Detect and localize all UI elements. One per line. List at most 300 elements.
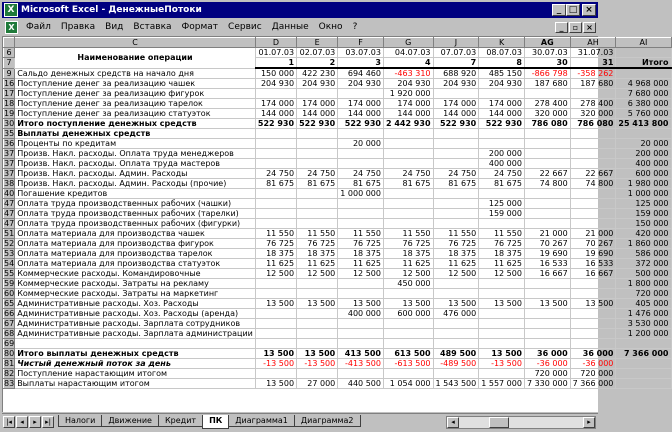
value-cell[interactable] xyxy=(524,329,570,339)
row-header[interactable]: 51 xyxy=(4,229,15,238)
value-cell[interactable]: 24 750 xyxy=(383,169,433,179)
date-header-cell[interactable]: 04.07.03 xyxy=(383,48,433,58)
value-cell[interactable]: 16 533 xyxy=(524,259,570,269)
value-cell[interactable] xyxy=(570,329,616,339)
value-cell[interactable] xyxy=(255,159,296,169)
value-cell[interactable] xyxy=(255,209,296,219)
menu-data[interactable]: Данные xyxy=(271,22,309,32)
value-cell[interactable] xyxy=(433,159,479,169)
value-cell[interactable] xyxy=(524,199,570,209)
sheet-tab[interactable]: Движение xyxy=(101,415,159,427)
value-cell[interactable]: 159 000 xyxy=(616,209,671,219)
value-cell[interactable]: 2 442 930 xyxy=(383,119,433,129)
value-cell[interactable] xyxy=(433,369,479,379)
value-cell[interactable] xyxy=(433,319,479,329)
row-header[interactable]: 47 xyxy=(4,209,15,218)
value-cell[interactable]: 200 000 xyxy=(479,149,525,159)
value-cell[interactable] xyxy=(616,359,671,369)
value-cell[interactable]: 81 675 xyxy=(383,179,433,189)
operation-label-cell[interactable]: Административные расходы. Хоз. Расходы xyxy=(15,299,256,309)
value-cell[interactable] xyxy=(297,89,338,99)
operation-label-cell[interactable]: Поступление нарастающим итогом xyxy=(15,369,256,379)
value-cell[interactable]: 18 375 xyxy=(433,249,479,259)
value-cell[interactable]: -866 798 xyxy=(524,68,570,79)
value-cell[interactable] xyxy=(338,159,384,169)
value-cell[interactable]: 720 000 xyxy=(524,369,570,379)
value-cell[interactable] xyxy=(524,159,570,169)
value-cell[interactable]: 81 675 xyxy=(297,179,338,189)
value-cell[interactable]: 12 500 xyxy=(383,269,433,279)
value-cell[interactable] xyxy=(338,209,384,219)
row-header[interactable]: 35 xyxy=(4,129,15,138)
value-cell[interactable]: 11 550 xyxy=(338,229,384,239)
value-cell[interactable] xyxy=(433,329,479,339)
value-cell[interactable] xyxy=(616,129,671,139)
row-header[interactable]: 47 xyxy=(4,219,15,228)
date-header-cell[interactable]: 08.07.03 xyxy=(479,48,525,58)
value-cell[interactable]: -463 310 xyxy=(383,68,433,79)
row-header[interactable]: 65 xyxy=(4,299,15,308)
menu-view[interactable]: Вид xyxy=(105,22,124,32)
value-cell[interactable] xyxy=(433,199,479,209)
value-cell[interactable] xyxy=(570,129,616,139)
value-cell[interactable] xyxy=(255,219,296,229)
excel-icon[interactable]: X xyxy=(4,3,18,17)
value-cell[interactable]: -13 500 xyxy=(479,359,525,369)
value-cell[interactable] xyxy=(383,199,433,209)
value-cell[interactable] xyxy=(524,189,570,199)
row-header[interactable]: 59 xyxy=(4,279,15,288)
value-cell[interactable]: 11 625 xyxy=(297,259,338,269)
value-cell[interactable]: 144 000 xyxy=(383,109,433,119)
value-cell[interactable] xyxy=(383,149,433,159)
value-cell[interactable]: 21 000 xyxy=(524,229,570,239)
row-header[interactable]: 18 xyxy=(4,99,15,108)
value-cell[interactable]: -413 500 xyxy=(338,359,384,369)
value-cell[interactable] xyxy=(479,89,525,99)
operation-label-cell[interactable]: Оплата материала для производства тарелок xyxy=(15,249,256,259)
column-header-ag[interactable]: AG xyxy=(524,38,570,48)
sheet-tab[interactable]: ПК xyxy=(202,415,229,429)
value-cell[interactable] xyxy=(524,149,570,159)
value-cell[interactable] xyxy=(433,139,479,149)
value-cell[interactable]: 16 533 xyxy=(570,259,616,269)
value-cell[interactable]: 125 000 xyxy=(479,199,525,209)
value-cell[interactable] xyxy=(297,279,338,289)
operation-label-cell[interactable]: Коммерческие расходы. Командировочные xyxy=(15,269,256,279)
value-cell[interactable] xyxy=(433,149,479,159)
value-cell[interactable] xyxy=(616,369,671,379)
date-header-cell[interactable]: 03.07.03 xyxy=(338,48,384,58)
value-cell[interactable]: 174 000 xyxy=(433,99,479,109)
value-cell[interactable]: 1 557 000 xyxy=(479,379,525,389)
row-header[interactable]: 53 xyxy=(4,249,15,258)
column-header-j[interactable]: J xyxy=(433,38,479,48)
value-cell[interactable] xyxy=(570,89,616,99)
value-cell[interactable]: 485 150 xyxy=(479,68,525,79)
day-number-cell[interactable]: 2 xyxy=(297,58,338,69)
value-cell[interactable] xyxy=(383,129,433,139)
value-cell[interactable] xyxy=(297,139,338,149)
value-cell[interactable] xyxy=(338,89,384,99)
value-cell[interactable] xyxy=(479,319,525,329)
value-cell[interactable] xyxy=(524,309,570,319)
operation-label-cell[interactable]: Административные расходы. Зарплата администрации xyxy=(15,329,256,339)
value-cell[interactable]: 36 000 xyxy=(524,349,570,359)
operation-label-cell[interactable]: Административные расходы. Хоз. Расходы (аренда) xyxy=(15,309,256,319)
operation-label-cell[interactable]: Произв. Накл. расходы. Админ. Расходы (прочие) xyxy=(15,179,256,189)
value-cell[interactable]: 400 000 xyxy=(338,309,384,319)
value-cell[interactable]: -613 500 xyxy=(383,359,433,369)
value-cell[interactable]: 422 230 xyxy=(297,68,338,79)
value-cell[interactable]: 70 267 xyxy=(524,239,570,249)
value-cell[interactable]: 70 267 xyxy=(570,239,616,249)
value-cell[interactable] xyxy=(338,289,384,299)
operation-label-cell[interactable]: Поступление денег за реализацию тарелок xyxy=(15,99,256,109)
value-cell[interactable]: 600 000 xyxy=(383,309,433,319)
value-cell[interactable] xyxy=(338,279,384,289)
row-header[interactable]: 30 xyxy=(4,119,15,128)
value-cell[interactable] xyxy=(616,68,671,79)
value-cell[interactable]: 13 500 xyxy=(255,349,296,359)
value-cell[interactable]: 5 760 000 xyxy=(616,109,671,119)
value-cell[interactable]: 1 543 500 xyxy=(433,379,479,389)
value-cell[interactable]: 613 500 xyxy=(383,349,433,359)
value-cell[interactable]: 81 675 xyxy=(338,179,384,189)
value-cell[interactable]: 440 500 xyxy=(338,379,384,389)
doc-close-button[interactable]: × xyxy=(583,22,596,33)
row-header[interactable]: 54 xyxy=(4,259,15,268)
value-cell[interactable]: 694 460 xyxy=(338,68,384,79)
operation-label-cell[interactable]: Оплата материала для производства чашек xyxy=(15,229,256,239)
empty-cell[interactable] xyxy=(616,48,671,58)
scroll-left-icon[interactable]: ◂ xyxy=(447,417,459,428)
date-header-cell[interactable]: 31.07.03 xyxy=(570,48,616,58)
menu-edit[interactable]: Правка xyxy=(60,22,96,32)
value-cell[interactable] xyxy=(433,209,479,219)
value-cell[interactable] xyxy=(255,369,296,379)
value-cell[interactable] xyxy=(479,329,525,339)
value-cell[interactable] xyxy=(433,219,479,229)
operation-label-cell[interactable]: Поступление денег за реализацию статуэток xyxy=(15,109,256,119)
value-cell[interactable] xyxy=(383,139,433,149)
column-header-d[interactable]: D xyxy=(255,38,296,48)
value-cell[interactable]: 1 860 000 xyxy=(616,239,671,249)
row-header[interactable]: 60 xyxy=(4,289,15,298)
value-cell[interactable]: 11 625 xyxy=(338,259,384,269)
value-cell[interactable]: 18 375 xyxy=(338,249,384,259)
value-cell[interactable]: 74 800 xyxy=(570,179,616,189)
value-cell[interactable]: 7 366 000 xyxy=(570,379,616,389)
sheet-tab[interactable]: Кредит xyxy=(158,415,203,427)
next-sheet-icon[interactable]: ▸ xyxy=(29,416,41,428)
value-cell[interactable]: 76 725 xyxy=(255,239,296,249)
value-cell[interactable]: 24 750 xyxy=(433,169,479,179)
value-cell[interactable] xyxy=(570,209,616,219)
operation-label-cell[interactable]: Погашение кредитов xyxy=(15,189,256,199)
value-cell[interactable]: 12 500 xyxy=(297,269,338,279)
value-cell[interactable] xyxy=(570,279,616,289)
value-cell[interactable]: 600 000 xyxy=(616,169,671,179)
row-header[interactable]: 47 xyxy=(4,199,15,208)
operation-label-cell[interactable]: Административные расходы. Зарплата сотрудников xyxy=(15,319,256,329)
value-cell[interactable]: 278 400 xyxy=(570,99,616,109)
first-sheet-icon[interactable]: |◂ xyxy=(3,416,15,428)
menu-help[interactable]: ? xyxy=(352,22,358,32)
value-cell[interactable]: 76 725 xyxy=(383,239,433,249)
value-cell[interactable] xyxy=(255,309,296,319)
column-header-k[interactable]: K xyxy=(479,38,525,48)
day-number-cell[interactable]: 1 xyxy=(255,58,296,69)
day-number-cell[interactable]: 4 xyxy=(383,58,433,69)
menu-file[interactable]: Файл xyxy=(26,22,51,32)
value-cell[interactable]: 7 330 000 xyxy=(524,379,570,389)
value-cell[interactable] xyxy=(479,129,525,139)
column-header-ah[interactable]: AH xyxy=(570,38,616,48)
value-cell[interactable]: -36 000 xyxy=(570,359,616,369)
prev-sheet-icon[interactable]: ◂ xyxy=(16,416,28,428)
value-cell[interactable]: 21 000 xyxy=(570,229,616,239)
menu-insert[interactable]: Вставка xyxy=(133,22,172,32)
operation-label-cell[interactable]: Произв. Накл. расходы. Оплата труда менеджеров xyxy=(15,149,256,159)
value-cell[interactable] xyxy=(297,209,338,219)
value-cell[interactable]: 22 667 xyxy=(524,169,570,179)
value-cell[interactable] xyxy=(297,149,338,159)
value-cell[interactable] xyxy=(297,199,338,209)
operation-label-cell[interactable]: Сальдо денежных средств на начало дня xyxy=(15,68,256,79)
value-cell[interactable] xyxy=(524,219,570,229)
value-cell[interactable]: 174 000 xyxy=(383,99,433,109)
operation-label-cell[interactable]: Оплата материала для производства статуэток xyxy=(15,259,256,269)
value-cell[interactable]: 13 500 xyxy=(297,299,338,309)
value-cell[interactable]: 1 476 000 xyxy=(616,309,671,319)
value-cell[interactable]: 187 680 xyxy=(524,79,570,89)
value-cell[interactable] xyxy=(383,159,433,169)
value-cell[interactable] xyxy=(255,189,296,199)
value-cell[interactable] xyxy=(338,149,384,159)
value-cell[interactable]: 1 200 000 xyxy=(616,329,671,339)
value-cell[interactable]: 786 080 xyxy=(570,119,616,129)
row-header[interactable]: 37 xyxy=(4,159,15,168)
value-cell[interactable]: 16 667 xyxy=(524,269,570,279)
date-header-cell[interactable]: 30.07.03 xyxy=(524,48,570,58)
value-cell[interactable]: 13 500 xyxy=(383,299,433,309)
operation-label-cell[interactable] xyxy=(15,339,256,349)
value-cell[interactable]: 144 000 xyxy=(297,109,338,119)
row-header[interactable]: 37 xyxy=(4,169,15,178)
value-cell[interactable]: 204 930 xyxy=(383,79,433,89)
value-cell[interactable] xyxy=(297,369,338,379)
value-cell[interactable]: 204 930 xyxy=(338,79,384,89)
value-cell[interactable]: 81 675 xyxy=(433,179,479,189)
operation-label-cell[interactable]: Коммерческие расходы. Затраты на маркетинг xyxy=(15,289,256,299)
value-cell[interactable]: 586 000 xyxy=(616,249,671,259)
value-cell[interactable]: 81 675 xyxy=(479,179,525,189)
value-cell[interactable] xyxy=(338,329,384,339)
value-cell[interactable]: 204 930 xyxy=(433,79,479,89)
value-cell[interactable]: -13 500 xyxy=(255,359,296,369)
value-cell[interactable]: 13 500 xyxy=(570,299,616,309)
value-cell[interactable]: 420 000 xyxy=(616,229,671,239)
row-header[interactable]: 83 xyxy=(4,379,15,388)
scroll-right-icon[interactable]: ▸ xyxy=(583,417,595,428)
doc-restore-button[interactable]: ▫ xyxy=(569,22,582,33)
value-cell[interactable] xyxy=(255,89,296,99)
value-cell[interactable]: 489 500 xyxy=(433,349,479,359)
value-cell[interactable]: 144 000 xyxy=(255,109,296,119)
value-cell[interactable] xyxy=(338,199,384,209)
value-cell[interactable]: 20 000 xyxy=(616,139,671,149)
value-cell[interactable]: 7 366 000 xyxy=(616,349,671,359)
operation-label-cell[interactable]: Коммерческие расходы. Затраты на рекламу xyxy=(15,279,256,289)
value-cell[interactable] xyxy=(616,339,671,349)
sheet-tab[interactable]: Диаграмма2 xyxy=(294,415,361,427)
value-cell[interactable] xyxy=(524,139,570,149)
value-cell[interactable]: 450 000 xyxy=(383,279,433,289)
value-cell[interactable]: 11 625 xyxy=(433,259,479,269)
value-cell[interactable] xyxy=(297,289,338,299)
value-cell[interactable] xyxy=(570,159,616,169)
value-cell[interactable]: 144 000 xyxy=(338,109,384,119)
value-cell[interactable]: 11 550 xyxy=(479,229,525,239)
value-cell[interactable]: 24 750 xyxy=(479,169,525,179)
value-cell[interactable] xyxy=(479,219,525,229)
last-sheet-icon[interactable]: ▸| xyxy=(42,416,54,428)
value-cell[interactable] xyxy=(383,319,433,329)
value-cell[interactable]: 720 000 xyxy=(616,289,671,299)
value-cell[interactable]: 13 500 xyxy=(433,299,479,309)
value-cell[interactable] xyxy=(524,319,570,329)
row-header[interactable]: 66 xyxy=(4,309,15,318)
value-cell[interactable]: 13 500 xyxy=(524,299,570,309)
value-cell[interactable] xyxy=(524,289,570,299)
select-all-corner[interactable] xyxy=(4,38,15,48)
value-cell[interactable]: 278 400 xyxy=(524,99,570,109)
row-header[interactable]: 37 xyxy=(4,149,15,158)
value-cell[interactable]: 204 930 xyxy=(297,79,338,89)
value-cell[interactable] xyxy=(570,199,616,209)
value-cell[interactable] xyxy=(338,129,384,139)
value-cell[interactable] xyxy=(297,339,338,349)
value-cell[interactable] xyxy=(479,289,525,299)
value-cell[interactable]: 144 000 xyxy=(479,109,525,119)
value-cell[interactable]: 174 000 xyxy=(297,99,338,109)
value-cell[interactable] xyxy=(255,329,296,339)
value-cell[interactable]: 76 725 xyxy=(338,239,384,249)
column-header-c[interactable]: C xyxy=(15,38,256,48)
value-cell[interactable]: 522 930 xyxy=(433,119,479,129)
operation-label-cell[interactable]: Проценты по кредитам xyxy=(15,139,256,149)
value-cell[interactable] xyxy=(479,139,525,149)
row-header[interactable]: 80 xyxy=(4,349,15,358)
value-cell[interactable] xyxy=(570,149,616,159)
value-cell[interactable]: 476 000 xyxy=(433,309,479,319)
sheet-tab[interactable]: Налоги xyxy=(58,415,102,427)
value-cell[interactable]: 522 930 xyxy=(338,119,384,129)
value-cell[interactable]: 150 000 xyxy=(255,68,296,79)
value-cell[interactable]: 204 930 xyxy=(255,79,296,89)
value-cell[interactable] xyxy=(433,89,479,99)
value-cell[interactable] xyxy=(383,189,433,199)
row-header[interactable]: 7 xyxy=(4,58,15,69)
operation-label-cell[interactable]: Выплаты нарастающим итогом xyxy=(15,379,256,389)
value-cell[interactable] xyxy=(433,339,479,349)
value-cell[interactable] xyxy=(297,219,338,229)
value-cell[interactable]: 25 413 800 xyxy=(616,119,671,129)
row-header[interactable]: 40 xyxy=(4,189,15,198)
value-cell[interactable]: 200 000 xyxy=(616,149,671,159)
value-cell[interactable] xyxy=(524,339,570,349)
value-cell[interactable] xyxy=(479,369,525,379)
row-header[interactable]: 38 xyxy=(4,179,15,188)
value-cell[interactable]: 74 800 xyxy=(524,179,570,189)
operation-label-cell[interactable]: Поступление денег за реализацию чашек xyxy=(15,79,256,89)
value-cell[interactable] xyxy=(297,159,338,169)
value-cell[interactable]: 36 000 xyxy=(570,349,616,359)
minimize-button[interactable]: _ xyxy=(552,4,566,16)
value-cell[interactable] xyxy=(297,129,338,139)
row-header[interactable]: 67 xyxy=(4,319,15,328)
value-cell[interactable] xyxy=(255,319,296,329)
value-cell[interactable] xyxy=(297,329,338,339)
value-cell[interactable]: 522 930 xyxy=(479,119,525,129)
value-cell[interactable]: 12 500 xyxy=(255,269,296,279)
value-cell[interactable]: 12 500 xyxy=(338,269,384,279)
value-cell[interactable] xyxy=(383,369,433,379)
close-button[interactable]: × xyxy=(582,4,596,16)
row-header[interactable]: 16 xyxy=(4,79,15,88)
workbook-icon[interactable]: X xyxy=(5,21,18,34)
day-number-cell[interactable]: 31 xyxy=(570,58,616,69)
value-cell[interactable]: 688 920 xyxy=(433,68,479,79)
value-cell[interactable] xyxy=(433,189,479,199)
operation-label-cell[interactable]: Оплата материала для производства фигурок xyxy=(15,239,256,249)
value-cell[interactable] xyxy=(383,219,433,229)
day-number-cell[interactable]: 7 xyxy=(433,58,479,69)
value-cell[interactable]: 1 000 000 xyxy=(338,189,384,199)
value-cell[interactable]: 204 930 xyxy=(479,79,525,89)
value-cell[interactable]: -489 500 xyxy=(433,359,479,369)
value-cell[interactable]: 13 500 xyxy=(255,299,296,309)
value-cell[interactable] xyxy=(383,339,433,349)
value-cell[interactable]: 1 800 000 xyxy=(616,279,671,289)
value-cell[interactable] xyxy=(255,289,296,299)
value-cell[interactable]: 150 000 xyxy=(616,219,671,229)
value-cell[interactable] xyxy=(255,279,296,289)
value-cell[interactable]: 13 500 xyxy=(255,379,296,389)
value-cell[interactable] xyxy=(616,379,671,389)
value-cell[interactable]: 125 000 xyxy=(616,199,671,209)
value-cell[interactable]: 19 690 xyxy=(570,249,616,259)
operation-label-cell[interactable]: Поступление денег за реализацию фигурок xyxy=(15,89,256,99)
maximize-button[interactable]: □ xyxy=(566,4,580,16)
value-cell[interactable] xyxy=(479,339,525,349)
value-cell[interactable] xyxy=(383,209,433,219)
day-number-cell[interactable]: 8 xyxy=(479,58,525,69)
operation-label-cell[interactable]: Итого выплаты денежных средств xyxy=(15,349,256,359)
value-cell[interactable]: 18 375 xyxy=(479,249,525,259)
value-cell[interactable]: 18 375 xyxy=(383,249,433,259)
value-cell[interactable] xyxy=(433,279,479,289)
value-cell[interactable] xyxy=(570,189,616,199)
value-cell[interactable]: 144 000 xyxy=(433,109,479,119)
value-cell[interactable]: 413 500 xyxy=(338,349,384,359)
column-header-g[interactable]: G xyxy=(383,38,433,48)
value-cell[interactable]: 400 000 xyxy=(479,159,525,169)
value-cell[interactable]: 1 920 000 xyxy=(383,89,433,99)
operation-label-cell[interactable]: Выплаты денежных средств xyxy=(15,129,256,139)
menu-format[interactable]: Формат xyxy=(181,22,219,32)
